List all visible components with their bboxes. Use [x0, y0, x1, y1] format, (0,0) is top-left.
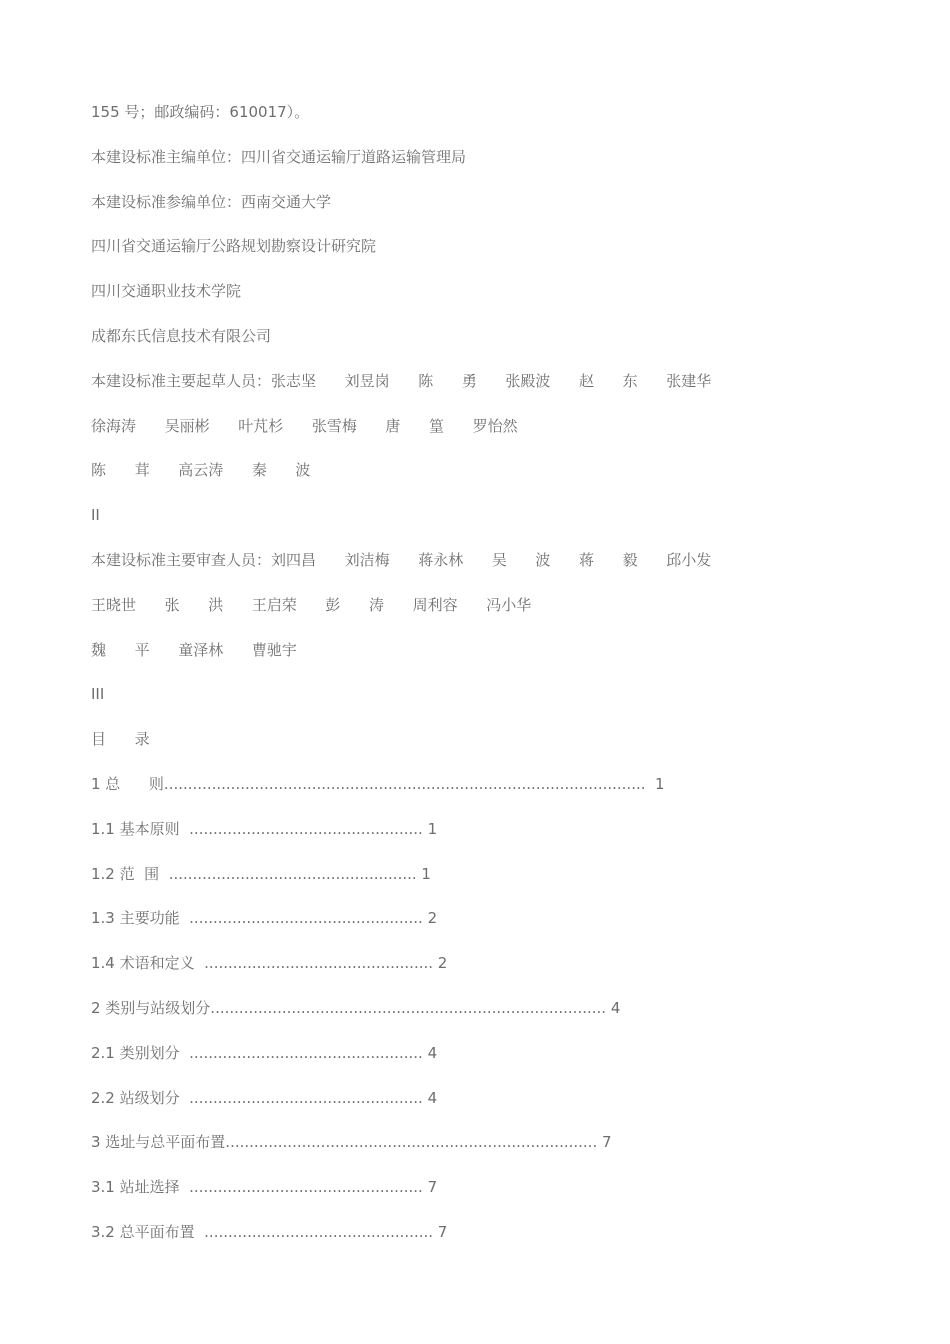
reviewers-text: 王晓世 张 洪 王启荣 彭 涛 周利容 冯小华 [91, 595, 532, 614]
toc-entry[interactable] [91, 906, 871, 951]
toc-entry[interactable] [91, 1086, 871, 1131]
page-mark [91, 682, 871, 727]
reviewers-line [91, 593, 871, 638]
toc-entry[interactable] [91, 951, 871, 996]
address-text: 155 号；邮政编码：610017）。 [91, 103, 310, 121]
co-editor-unit [91, 279, 871, 324]
drafters-line [91, 458, 871, 503]
drafters-line [91, 369, 871, 414]
co-editor-text: 四川交通职业技术学院 [91, 282, 242, 301]
toc-entry-text[interactable]: 1.2 范 围 .................................................... 1 [91, 864, 431, 883]
reviewers-text: 本建设标准主要审查人员：刘四昌 刘洁梅 蒋永林 吴 波 蒋 毅 邱小发 [91, 550, 712, 569]
toc-entry-text[interactable]: 1.4 术语和定义 ................................................ 2 [91, 954, 448, 973]
reviewers-line [91, 548, 871, 593]
address-line [91, 100, 871, 145]
toc-entry[interactable] [91, 817, 871, 862]
co-editor-text: 成都东氏信息技术有限公司 [91, 326, 272, 345]
co-editor-text: 四川省交通运输厅公路规划勘察设计研究院 [91, 237, 377, 256]
toc-title [91, 727, 871, 772]
co-editor-unit [91, 324, 871, 369]
page-mark-text: II [91, 506, 100, 525]
chief-editor-text: 本建设标准主编单位：四川省交通运输厅道路运输管理局 [91, 147, 467, 166]
page-mark-text: III [91, 685, 105, 704]
toc-entry-text[interactable]: 3 选址与总平面布置.............................................................................. 7 [91, 1133, 612, 1152]
co-editor-unit [91, 234, 871, 279]
toc-entry-text[interactable]: 2.1 类别划分 ................................................. 4 [91, 1043, 438, 1062]
toc-entry-text[interactable]: 3.1 站址选择 ................................................. 7 [91, 1178, 438, 1197]
drafters-line [91, 414, 871, 459]
co-editor-unit [91, 190, 871, 235]
drafters-text: 本建设标准主要起草人员：张志坚 刘昱岗 陈 勇 张殿波 赵 东 张建华 [91, 371, 712, 390]
document-page [91, 100, 871, 1265]
reviewers-text: 魏 平 童泽林 曹驰宇 [91, 640, 297, 659]
toc-entry[interactable] [91, 1220, 871, 1265]
toc-entry-text[interactable]: 2.2 站级划分 ................................................. 4 [91, 1088, 438, 1107]
toc-entry[interactable] [91, 1130, 871, 1175]
co-editor-text: 本建设标准参编单位：西南交通大学 [91, 192, 332, 211]
toc-entry-text[interactable]: 2 类别与站级划分................................................................................... 4 [91, 998, 621, 1017]
toc-entry[interactable] [91, 1175, 871, 1220]
toc-entry-text[interactable]: 1.3 主要功能 ................................................. 2 [91, 909, 438, 928]
toc-title-text: 目 录 [91, 730, 150, 749]
drafters-text: 陈 茸 高云涛 秦 波 [91, 461, 311, 480]
toc-entry[interactable] [91, 772, 871, 817]
toc-entry[interactable] [91, 1041, 871, 1086]
page-mark [91, 503, 871, 548]
toc-entry-text[interactable]: 3.2 总平面布置 ................................................ 7 [91, 1222, 448, 1241]
toc-entry[interactable] [91, 996, 871, 1041]
reviewers-line [91, 638, 871, 683]
toc-entry[interactable] [91, 862, 871, 907]
drafters-text: 徐海涛 吴丽彬 叶芃杉 张雪梅 唐 篁 罗怡然 [91, 416, 518, 435]
toc-entry-text[interactable]: 1 总 则..................................................................................................... 1 [91, 774, 665, 793]
chief-editor-unit [91, 145, 871, 190]
toc-entry-text[interactable]: 1.1 基本原则 ................................................. 1 [91, 819, 438, 838]
